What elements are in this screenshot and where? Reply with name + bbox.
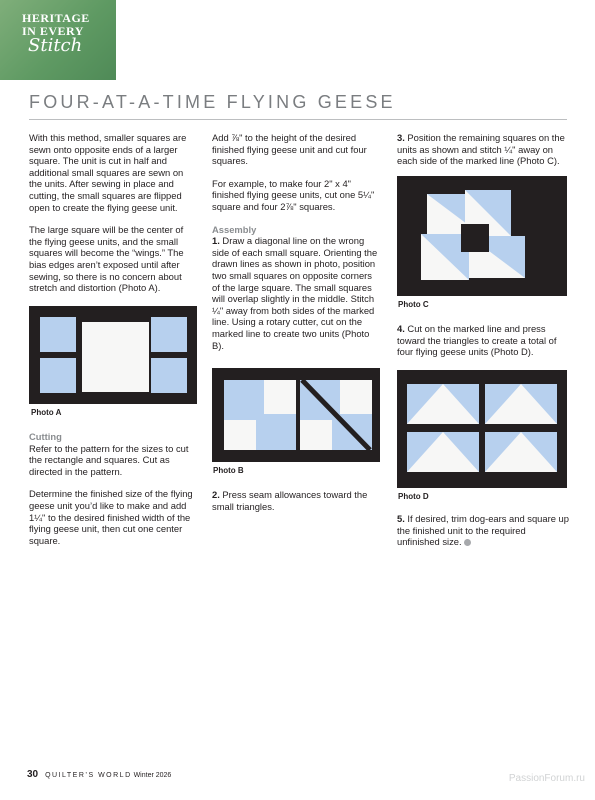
photo-b-caption: Photo B: [213, 466, 244, 475]
small-square: [151, 317, 187, 352]
title-rule: [29, 119, 567, 120]
photo-d: [397, 370, 567, 488]
step-2: 2. Press seam allowances toward the small triangles.: [212, 489, 368, 512]
column-1: [29, 132, 195, 305]
page-number: 30: [27, 769, 39, 780]
assembly-heading: Assembly: [212, 223, 257, 235]
large-square: [82, 322, 149, 392]
photo-a-caption: Photo A: [31, 408, 62, 417]
photo-d-caption: Photo D: [398, 492, 429, 501]
photo-c-caption: Photo C: [398, 300, 429, 309]
badge-line3: Stitch: [28, 35, 83, 56]
add-height-paragraph: Add ⅞" to the height of the desired finished flying geese unit and cut four squares.: [212, 132, 367, 167]
large-square-paragraph: The large square will be the center of the flying geese units, and the small squares will become the “wings.” The bias edges aren’t exposed until after sewing, so there is no concern about stretch and distortion (Photo A).: [29, 224, 184, 294]
photo-a: [29, 306, 197, 404]
step-4: 4. Cut on the marked line and press toward the triangles to create a total of four flying geese units (Photo D).: [397, 323, 557, 358]
badge-line1: HERITAGE: [22, 11, 90, 25]
small-square: [40, 317, 76, 352]
example-paragraph: For example, to make four 2" x 4" finished flying geese units, cut one 5¼" square and four 2⅞" squares.: [212, 177, 375, 212]
step-1: 1. Draw a diagonal line on the wrong side of each small square. Orienting the drawn lines as shown in photo, position two small squares on opposite corners of the large square. The small squares will overlap slightly in the middle. Stitch ¼" away from both sides of the marked line. Using a rotary cutter, cut on the marked line to create two units (Photo B).: [212, 235, 378, 351]
photo-b-art: [212, 368, 380, 462]
column-3: [397, 132, 569, 178]
watermark: PassionForum.ru: [508, 773, 585, 784]
small-square: [151, 358, 187, 393]
badge-line2: IN EVERY: [22, 24, 84, 38]
column-2: [212, 132, 379, 362]
small-square: [40, 358, 76, 393]
end-mark-icon: [464, 539, 471, 546]
step-5: 5. If desired, trim dog-ears and square up the finished unit to the required unfinished size.: [397, 513, 569, 548]
issue-date: Winter 2026: [133, 772, 172, 779]
intro-paragraph: With this method, smaller squares are sewn onto opposite ends of a larger square. The unit is cut in half and additional small squares are sewn on the units. After sewing in place and cutting, the small squares are flipped open to create the flying geese unit.: [29, 132, 187, 213]
magazine-name: QUILTER’S WORLD: [45, 772, 132, 779]
photo-c: [397, 176, 567, 296]
page-footer: [27, 769, 171, 780]
cutting-paragraph: Refer to the pattern for the sizes to cut the rectangle and squares. Cut as directed in the pattern.: [29, 442, 189, 477]
photo-d-art: [397, 370, 567, 488]
finished-size-paragraph: Determine the finished size of the flying geese unit you’d like to make and add 1¼" to the desired finished width of the flying geese unit, then cut one center square.: [29, 488, 193, 546]
article-title: FOUR-AT-A-TIME FLYING GEESE: [29, 92, 396, 112]
section-badge: [0, 0, 116, 80]
photo-b: [212, 368, 380, 462]
photo-c-art: [397, 176, 567, 296]
step-3: 3. Position the remaining squares on the units as shown and stitch ¼" away on each side of the marked line (Photo C).: [397, 132, 565, 167]
cutting-heading: Cutting: [29, 431, 62, 442]
